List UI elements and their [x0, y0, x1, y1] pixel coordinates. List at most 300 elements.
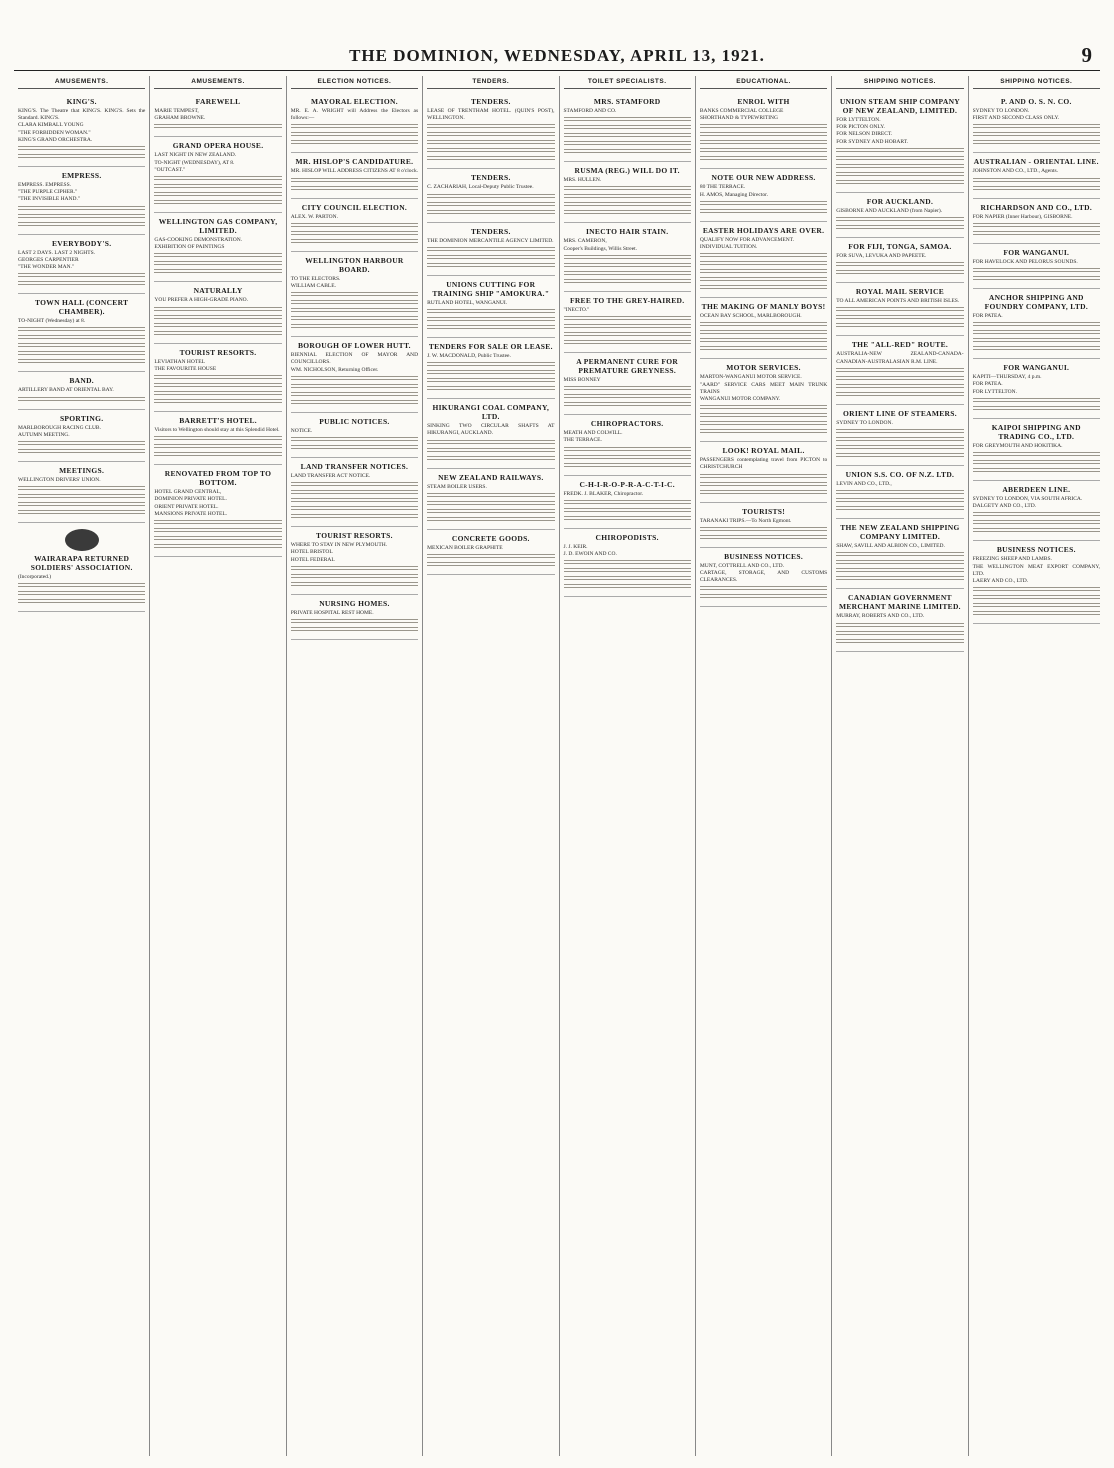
advertisement	[700, 503, 827, 548]
small-print-block	[973, 603, 1100, 609]
advertisement	[18, 410, 145, 462]
ad-heading: KING'S.	[66, 97, 97, 106]
small-print-block	[427, 132, 554, 138]
ad-heading: THE NEW ZEALAND SHIPPING COMPANY LIMITED.	[840, 523, 960, 542]
ad-text: Visitors to Wellington should stay at this Splendid Hotel.	[154, 427, 280, 434]
small-print-block	[700, 201, 827, 207]
ad-text: "INECTO."	[563, 306, 590, 313]
small-print-block	[291, 132, 418, 138]
advertisement	[836, 519, 963, 589]
small-print-block	[564, 463, 691, 469]
small-print-block	[973, 452, 1100, 458]
small-print-block	[427, 140, 554, 146]
small-print-block	[18, 335, 145, 341]
ad-text: FOR PATEA.	[972, 313, 1003, 320]
advertisement	[973, 93, 1100, 153]
small-print-block	[700, 594, 827, 600]
advertisement	[836, 193, 963, 238]
advertisement	[836, 283, 963, 336]
ad-text: LAERY AND CO., LTD.	[972, 578, 1029, 585]
advertisement	[836, 466, 963, 519]
ad-text: MARIE TEMPEST,	[154, 108, 199, 114]
ad-heading: FOR WANGANUI.	[1003, 247, 1070, 257]
ad-heading: EVERYBODY'S.	[51, 238, 112, 248]
small-print-block	[564, 455, 691, 461]
ad-heading: INECTO HAIR STAIN.	[585, 227, 669, 237]
small-print-block	[973, 276, 1100, 282]
ad-heading: RUSMA (REG.) WILL DO IT.	[574, 166, 680, 176]
small-print-block	[973, 178, 1100, 184]
ad-text: MISS BONNEY	[563, 377, 601, 384]
column-heading: EDUCATIONAL.	[700, 76, 827, 89]
small-print-block	[700, 330, 827, 336]
ad-text: FREDK. J. BLAKER, Chiropractor.	[563, 490, 644, 497]
small-print-block	[427, 562, 554, 568]
association-emblem-icon	[65, 529, 99, 551]
small-print-block	[564, 263, 691, 269]
small-print-block	[973, 611, 1100, 617]
ad-text: FOR LYTTELTON.	[972, 388, 1017, 395]
small-print-block	[427, 317, 554, 323]
advertisement	[154, 137, 281, 213]
column-5	[560, 76, 696, 1456]
ad-text: MRS. CAMERON,	[563, 238, 607, 245]
small-print-block	[836, 392, 963, 398]
ad-text: 80 THE TERRACE.	[699, 184, 746, 191]
ad-heading: ORIENT LINE OF STEAMERS.	[842, 408, 957, 418]
small-print-block	[700, 490, 827, 496]
advertisement	[291, 199, 418, 252]
small-print-block	[18, 359, 145, 365]
column-7	[832, 76, 968, 1456]
ad-heading: TENDERS.	[470, 97, 511, 106]
ad-heading: NEW ZEALAND RAILWAYS.	[438, 472, 544, 482]
ad-text: STAMFORD AND CO.	[563, 108, 617, 114]
ad-text: FOR NAPIER (Inner Harbour), GISBORNE.	[972, 213, 1073, 220]
ad-text: "AARD" SERVICE CARS MEET MAIN TRUNK TRAINS	[699, 381, 828, 395]
small-print-block	[18, 327, 145, 333]
small-print-block	[973, 406, 1100, 412]
advertisement	[154, 282, 281, 343]
small-print-block	[154, 176, 281, 182]
small-print-block	[564, 210, 691, 216]
small-print-block	[291, 514, 418, 520]
small-print-block	[154, 124, 281, 130]
small-print-block	[700, 421, 827, 427]
small-print-block	[836, 623, 963, 629]
small-print-block	[18, 502, 145, 508]
small-print-block	[973, 520, 1100, 526]
ad-heading: UNIONS CUTTING FOR TRAINING SHIP "AMOKURA."	[432, 279, 550, 298]
small-print-block	[564, 186, 691, 192]
ad-heading: WELLINGTON GAS COMPANY, LIMITED.	[158, 217, 278, 236]
advertisement	[973, 289, 1100, 359]
small-print-block	[18, 214, 145, 220]
ad-heading: NURSING HOMES.	[319, 598, 390, 608]
advertisement	[427, 338, 554, 399]
small-print-block	[564, 447, 691, 453]
small-print-block	[700, 209, 827, 215]
ad-heading: UNION S.S. CO. OF N.Z. LTD.	[845, 470, 955, 480]
column-3	[287, 76, 423, 1456]
small-print-block	[564, 125, 691, 131]
ad-text: LAST NIGHT IN NEW ZEALAND.	[154, 152, 237, 159]
advertisement	[291, 153, 418, 198]
ad-heading: FOR WANGANUI.	[1003, 363, 1070, 373]
small-print-block	[427, 386, 554, 392]
small-print-block	[836, 453, 963, 459]
small-print-block	[973, 322, 1100, 328]
small-print-block	[154, 261, 281, 267]
ad-text: PASSENGERS contemplating travel from PICTON to CHRISTCHURCH	[699, 457, 828, 471]
small-print-block	[700, 482, 827, 488]
small-print-block	[291, 506, 418, 512]
small-print-block	[973, 460, 1100, 466]
ad-text: "THE WONDER MAN."	[18, 264, 75, 271]
ad-heading: FOR FIJI, TONGA, SAMOA.	[848, 242, 952, 252]
small-print-block	[18, 351, 145, 357]
small-print-block	[700, 322, 827, 328]
small-print-block	[836, 225, 963, 231]
small-print-block	[836, 307, 963, 313]
small-print-block	[564, 133, 691, 139]
ad-text: LEASE OF TRENTHAM HOTEL. (QUIN'S POST), WELLINGTON.	[427, 108, 555, 122]
ad-text: TO ALL AMERICAN POINTS AND BRITISH ISLES.	[836, 298, 960, 305]
small-print-block	[154, 391, 281, 397]
small-print-block	[700, 124, 827, 130]
small-print-block	[836, 172, 963, 178]
small-print-block	[973, 223, 1100, 229]
small-print-block	[836, 384, 963, 390]
small-print-block	[154, 383, 281, 389]
ad-heading: FOR AUCKLAND.	[866, 196, 934, 206]
ad-heading: ROYAL MAIL SERVICE	[855, 287, 945, 297]
small-print-block	[700, 338, 827, 344]
small-print-block	[564, 255, 691, 261]
advertisement	[836, 238, 963, 283]
small-print-block	[564, 279, 691, 285]
small-print-block	[154, 331, 281, 337]
small-print-block	[836, 217, 963, 223]
ad-text: C. ZACHARIAH, Local-Deputy Public Trustee.	[427, 184, 534, 191]
small-print-block	[18, 591, 145, 597]
small-print-block	[427, 493, 554, 499]
ad-heading: MR. HISLOP'S CANDIDATURE.	[295, 157, 414, 167]
ad-text: STEAM BOILER USERS.	[427, 483, 487, 490]
small-print-block	[564, 402, 691, 408]
small-print-block	[836, 323, 963, 329]
small-print-block	[836, 368, 963, 374]
advertisement	[427, 399, 554, 468]
ad-heading: C-H-I-R-O-P-R-A-C-T-I-C.	[579, 479, 675, 489]
small-print-block	[836, 639, 963, 645]
ad-text: Cooper's Buildings, Willis Street.	[563, 245, 638, 252]
column-heading: AMUSEMENTS.	[154, 76, 281, 89]
small-print-block	[427, 440, 554, 446]
small-print-block	[18, 486, 145, 492]
ad-heading: ABERDEEN LINE.	[1002, 485, 1071, 495]
small-print-block	[564, 560, 691, 566]
small-print-block	[291, 482, 418, 488]
small-print-block	[564, 340, 691, 346]
small-print-block	[291, 619, 418, 625]
small-print-block	[18, 441, 145, 447]
small-print-block	[427, 210, 554, 216]
ad-text: WILLIAM CABLE.	[290, 283, 336, 290]
small-print-block	[836, 270, 963, 276]
ad-text: HOTEL BRISTOL	[290, 549, 333, 556]
small-print-block	[564, 202, 691, 208]
small-print-block	[973, 528, 1100, 534]
ad-text: ALEX. W. PARTON.	[290, 213, 338, 220]
small-print-block	[973, 268, 1100, 274]
ad-heading: WELLINGTON HARBOUR BOARD.	[305, 255, 404, 274]
ad-text: J. D. EWOIN AND CO.	[563, 551, 617, 558]
ad-text: KAPITI—THURSDAY, 4 p.m.	[972, 374, 1042, 381]
advertisement	[700, 442, 827, 502]
column-heading: SHIPPING NOTICES.	[973, 76, 1100, 89]
advertisement	[18, 372, 145, 409]
small-print-block	[291, 292, 418, 298]
ad-text: GISBORNE AND AUCKLAND (from Napier).	[836, 207, 943, 214]
small-print-block	[564, 332, 691, 338]
small-print-block	[291, 490, 418, 496]
ad-text: MARTON-WANGANUI MOTOR SERVICE.	[699, 374, 802, 381]
small-print-block	[564, 324, 691, 330]
small-print-block	[836, 180, 963, 186]
advertisement	[700, 222, 827, 298]
ad-text: ORIENT PRIVATE HOTEL.	[154, 503, 219, 510]
page-number: 9	[1081, 43, 1092, 67]
advertisement	[973, 244, 1100, 289]
small-print-block	[291, 140, 418, 146]
ad-text: FOR HAVELOCK AND PELORUS SOUNDS.	[972, 258, 1078, 265]
small-print-block	[154, 436, 281, 442]
ad-text: SHAW, SAVILL AND ALBION CO., LIMITED.	[836, 543, 945, 550]
small-print-block	[700, 285, 827, 291]
small-print-block	[18, 510, 145, 516]
ad-heading: EMPRESS.	[61, 171, 102, 181]
small-print-block	[836, 376, 963, 382]
newspaper-columns	[14, 76, 1104, 1456]
small-print-block	[836, 506, 963, 512]
advertisement	[291, 527, 418, 595]
small-print-block	[291, 445, 418, 451]
ad-text: TO-NIGHT (WEDNESDAY), AT 8.	[154, 159, 235, 166]
advertisement	[154, 412, 281, 465]
small-print-block	[973, 512, 1100, 518]
small-print-block	[18, 494, 145, 500]
advertisement	[836, 405, 963, 466]
small-print-block	[291, 574, 418, 580]
advertisement	[973, 541, 1100, 624]
column-heading: TOILET SPECIALISTS.	[564, 76, 691, 89]
small-print-block	[700, 474, 827, 480]
advertisement	[836, 589, 963, 651]
small-print-block	[427, 255, 554, 261]
ad-text: DOMINION PRIVATE HOTEL.	[154, 496, 227, 503]
ad-text: LEVIATHAN HOTEL	[154, 358, 205, 365]
small-print-block	[700, 156, 827, 162]
small-print-block	[700, 586, 827, 592]
ad-heading: THE "ALL-RED" ROUTE.	[851, 340, 949, 350]
small-print-block	[18, 146, 145, 152]
ad-text: FIRST AND SECOND CLASS ONLY.	[972, 115, 1060, 122]
ad-text: LEVIN AND CO., LTD.,	[836, 481, 892, 488]
advertisement	[973, 199, 1100, 244]
ad-heading: RENOVATED FROM TOP TO BOTTOM.	[164, 469, 272, 488]
small-print-block	[836, 552, 963, 558]
advertisement	[564, 353, 691, 415]
small-print-block	[427, 194, 554, 200]
advertisement	[427, 469, 554, 530]
ad-text: MUNT, COTTRELL AND CO., LTD.	[699, 562, 785, 569]
advertisement	[291, 595, 418, 640]
small-print-block	[291, 316, 418, 322]
ad-text: GEORGES CARPENTIER	[18, 256, 79, 263]
ad-text: WELLINGTON DRIVERS' UNION.	[18, 477, 101, 484]
small-print-block	[427, 263, 554, 269]
column-heading: SHIPPING NOTICES.	[836, 76, 963, 89]
small-print-block	[973, 124, 1100, 130]
small-print-block	[154, 253, 281, 259]
ad-heading: NATURALLY	[193, 286, 243, 296]
ad-text: THE FAVOURITE HOUSE	[154, 365, 217, 372]
small-print-block	[973, 140, 1100, 146]
advertisement	[427, 276, 554, 338]
ad-text: MEXICAN BOILER GRAPHITE	[427, 544, 503, 551]
newspaper-title: THE DOMINION, WEDNESDAY, APRIL 13, 1921.	[349, 46, 765, 65]
ad-text: WM. NICHOLSON, Returning Officer.	[290, 366, 379, 373]
small-print-block	[18, 281, 145, 287]
ad-text: CARTAGE, STORAGE, AND CUSTOMS CLEARANCES.	[699, 570, 828, 584]
ad-text: J. W. MACDONALD, Public Trustee.	[427, 353, 511, 360]
ad-heading: A PERMANENT CURE FOR PREMATURE GREYNESS.	[576, 357, 679, 376]
ad-text: TO-NIGHT (Wednesday) at 8.	[18, 318, 86, 325]
small-print-block	[154, 536, 281, 542]
small-print-block	[836, 262, 963, 268]
ad-text: BIENNIAL ELECTION OF MAYOR AND COUNCILLORS.	[290, 352, 419, 366]
ad-text: TO THE ELECTORS.	[290, 275, 341, 282]
small-print-block	[564, 271, 691, 277]
small-print-block	[973, 595, 1100, 601]
advertisement	[427, 223, 554, 276]
small-print-block	[973, 346, 1100, 352]
ad-text: THE TERRACE.	[563, 437, 602, 444]
small-print-block	[836, 568, 963, 574]
small-print-block	[564, 141, 691, 147]
ad-heading: MEETINGS.	[59, 466, 105, 476]
small-print-block	[427, 554, 554, 560]
small-print-block	[836, 315, 963, 321]
small-print-block	[18, 206, 145, 212]
small-print-block	[291, 308, 418, 314]
small-print-block	[973, 132, 1100, 138]
small-print-block	[154, 184, 281, 190]
column-heading: AMUSEMENTS.	[18, 76, 145, 89]
small-print-block	[973, 468, 1100, 474]
small-print-block	[427, 309, 554, 315]
small-print-block	[427, 124, 554, 130]
small-print-block	[291, 392, 418, 398]
small-print-block	[836, 576, 963, 582]
ad-text: TARANAKI TRIPS.—To North Egmont.	[699, 517, 792, 524]
ad-text: DALGETY AND CO., LTD.	[972, 503, 1037, 510]
advertisement	[18, 294, 145, 372]
advertisement	[18, 462, 145, 523]
ad-text: OCEAN BAY SCHOOL, MARLBOROUGH.	[699, 313, 802, 320]
ad-text: WANGANUI MOTOR COMPANY.	[699, 396, 781, 403]
advertisement	[564, 292, 691, 353]
ad-heading: EASTER HOLIDAYS ARE OVER.	[702, 225, 825, 235]
ad-heading: CITY COUNCIL ELECTION.	[301, 202, 408, 212]
small-print-block	[18, 397, 145, 403]
ad-text: MURRAY, ROBERTS AND CO., LTD.	[836, 613, 925, 620]
ad-heading: BOROUGH OF LOWER HUTT.	[298, 341, 411, 351]
ad-text: SINKING TWO CIRCULAR SHAFTS AT HIKURANGI, AUCKLAND.	[427, 423, 555, 437]
ad-text: THE WELLINGTON MEAT EXPORT COMPANY, LTD.	[972, 563, 1100, 577]
small-print-block	[291, 178, 418, 184]
small-print-block	[154, 200, 281, 206]
ad-heading: WAIRARAPA RETURNED SOLDIERS' ASSOCIATION.	[30, 554, 133, 573]
ad-text: NOTICE.	[290, 427, 313, 434]
small-print-block	[836, 156, 963, 162]
advertisement	[18, 235, 145, 295]
small-print-block	[18, 583, 145, 589]
small-print-block	[291, 566, 418, 572]
ad-heading: CHIROPRACTORS.	[590, 419, 664, 429]
ad-text: SHORTHAND & TYPEWRITING	[699, 115, 778, 122]
ad-heading: NOTE OUR NEW ADDRESS.	[711, 173, 816, 183]
small-print-block	[291, 324, 418, 330]
small-print-block	[427, 156, 554, 162]
ad-text: JOHNSTON AND CO., LTD., Agents.	[972, 168, 1059, 175]
ad-heading: AUSTRALIAN - ORIENTAL LINE.	[973, 157, 1099, 167]
small-print-block	[427, 148, 554, 154]
small-print-block	[700, 140, 827, 146]
ad-text: MRS. HULLEN.	[563, 177, 602, 184]
ad-text: THE DOMINION MERCANTILE AGENCY LIMITED.	[427, 237, 554, 244]
small-print-block	[973, 338, 1100, 344]
advertisement	[700, 93, 827, 169]
ad-text: AUTUMN MEETING.	[18, 431, 70, 438]
advertisement	[154, 344, 281, 412]
ad-text: YOU PREFER A HIGH-GRADE PIANO.	[154, 297, 249, 304]
ad-heading: UNION STEAM SHIP COMPANY OF NEW ZEALAND, LIMITED.	[839, 97, 961, 115]
small-print-block	[154, 315, 281, 321]
ad-heading: MRS. STAMFORD	[593, 97, 661, 106]
ad-text: GRAHAM BROWNE.	[154, 115, 206, 122]
small-print-block	[700, 535, 827, 541]
ad-text: (Incorporated.)	[18, 574, 52, 581]
small-print-block	[564, 508, 691, 514]
small-print-block	[700, 346, 827, 352]
ad-text: RUTLAND HOTEL, WANGANUI.	[427, 299, 508, 306]
small-print-block	[564, 394, 691, 400]
ad-text: MANSIONS PRIVATE HOTEL.	[154, 510, 228, 517]
ad-text: FOR PICTON ONLY.	[836, 124, 885, 131]
small-print-block	[154, 269, 281, 275]
small-print-block	[427, 362, 554, 368]
column-2	[150, 76, 286, 1456]
ad-text: MEATH AND COLWILL.	[563, 430, 623, 437]
ad-text: H. AMOS, Managing Director.	[699, 191, 769, 198]
ad-heading: ENROL WITH	[737, 97, 790, 106]
ad-text: KING'S. The Theatre that KING'S. KING'S. Sets the Standard. KING'S.	[18, 108, 146, 122]
small-print-block	[564, 568, 691, 574]
small-print-block	[700, 261, 827, 267]
small-print-block	[427, 378, 554, 384]
